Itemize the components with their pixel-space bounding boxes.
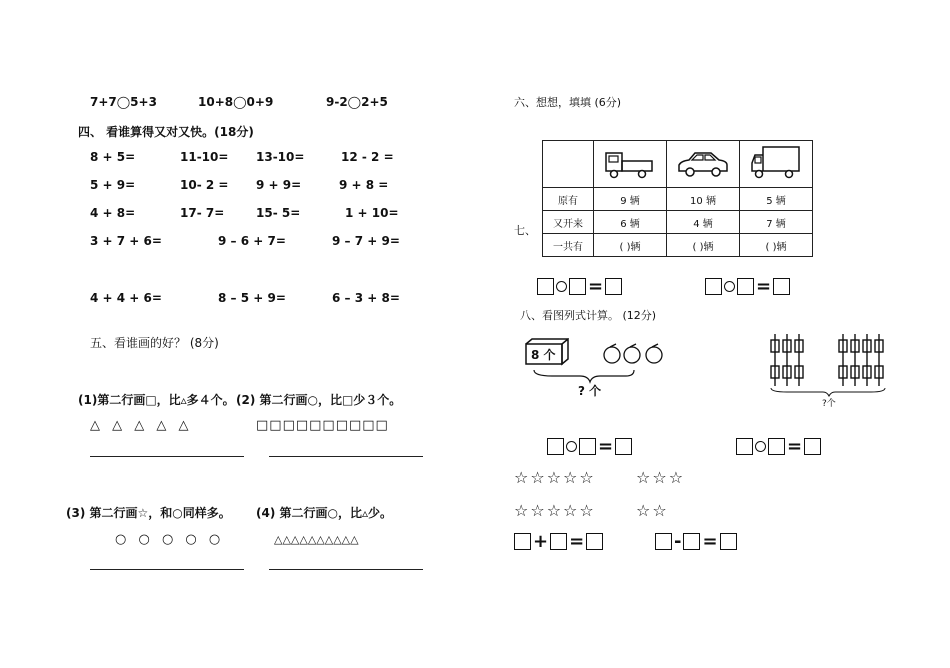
table-cell: 7 辆: [740, 211, 813, 234]
calc-item: 9 + 8 =: [339, 178, 389, 192]
answer-box[interactable]: [737, 278, 754, 295]
equation-2: [705, 276, 790, 297]
answer-line-3[interactable]: [90, 569, 244, 570]
compare-item-2: 10+8◯0+9: [198, 95, 274, 109]
equals-sign: =: [569, 531, 585, 552]
apple-icon: [604, 347, 620, 363]
table-cell: 5 辆: [740, 188, 813, 211]
calc-item: 1 + 10=: [345, 206, 399, 220]
star-row-1a: ☆☆☆☆☆: [514, 468, 596, 487]
compare-item-3: 9-2◯2+5: [326, 95, 388, 109]
van-icon: [749, 143, 803, 183]
section5-title: 五、看谁画的好？ (8分): [90, 336, 219, 350]
draw-question-2: (2) 第二行画○，比□少３个。: [236, 393, 402, 407]
answer-box[interactable]: [605, 278, 622, 295]
answer-box[interactable]: [537, 278, 554, 295]
answer-box[interactable]: [547, 438, 564, 455]
answer-line-2[interactable]: [269, 456, 423, 457]
equals-sign: =: [702, 531, 718, 552]
answer-box[interactable]: [569, 278, 586, 295]
star-row-2b: ☆☆: [636, 501, 669, 520]
answer-box[interactable]: [586, 533, 603, 550]
triangle-row: △ △ △ △ △: [90, 418, 193, 433]
calc-item: 5 + 9=: [90, 178, 136, 192]
answer-box[interactable]: [655, 533, 672, 550]
equals-sign: =: [588, 276, 604, 297]
draw-question-3: (3) 第二行画☆，和○同样多。: [66, 506, 231, 520]
calc-item: 13-10=: [256, 150, 305, 164]
calc-item: 6 – 3 + 8=: [332, 291, 400, 305]
truck-icon: [604, 145, 656, 181]
square-row: □□□□□□□□□□: [256, 418, 389, 433]
star-row-1b: ☆☆☆: [636, 468, 686, 487]
car-cell: [667, 141, 740, 188]
minus-sign: -: [674, 531, 682, 552]
question-count-2: ?个: [822, 399, 836, 409]
figure-group-left: [771, 334, 803, 386]
section7-label: 七、: [514, 224, 536, 237]
row-label: 一共有: [543, 234, 594, 257]
table-cell: 9 辆: [594, 188, 667, 211]
calc-item: 17- 7=: [180, 206, 225, 220]
vehicle-table: [542, 140, 813, 257]
calc-item: 8 – 5 + 9=: [218, 291, 286, 305]
triangle-row-2: △△△△△△△△△△: [274, 533, 359, 546]
draw-question-1: (1)第二行画□，比▵多４个。: [78, 393, 235, 407]
calc-item: 9 – 6 + 7=: [218, 234, 286, 248]
equation-6: [655, 531, 737, 552]
answer-line-4[interactable]: [269, 569, 423, 570]
calc-item: 11-10=: [180, 150, 229, 164]
figure-group-right: [839, 334, 883, 386]
table-cell: 4 辆: [667, 211, 740, 234]
answer-cell[interactable]: ( )辆: [740, 234, 813, 257]
section4-title: 四、 看谁算得又对又快。(18分): [78, 125, 254, 139]
table-cell: 6 辆: [594, 211, 667, 234]
equation-5: [514, 531, 603, 552]
section6-title: 六、想想，填填 (6分): [514, 96, 622, 109]
row-label: 原有: [543, 188, 594, 211]
flag-figures-picture: [767, 332, 891, 398]
answer-box[interactable]: [615, 438, 632, 455]
car-icon: [675, 145, 731, 181]
star-row-2a: ☆☆☆☆☆: [514, 501, 596, 520]
calc-item: 8 + 5=: [90, 150, 136, 164]
answer-box[interactable]: [773, 278, 790, 295]
row-label: 又开来: [543, 211, 594, 234]
answer-cell[interactable]: ( )辆: [594, 234, 667, 257]
van-cell: [740, 141, 813, 188]
box-label: 8 个: [531, 348, 556, 362]
corner-cell: [543, 141, 594, 188]
plus-sign: +: [533, 531, 549, 552]
operator-circle[interactable]: [755, 441, 766, 452]
answer-box[interactable]: [514, 533, 531, 550]
calc-item: 4 + 4 + 6=: [90, 291, 162, 305]
apple-icon: [624, 347, 640, 363]
answer-box[interactable]: [683, 533, 700, 550]
calc-item: 9 + 9=: [256, 178, 302, 192]
operator-circle[interactable]: [566, 441, 577, 452]
answer-box[interactable]: [720, 533, 737, 550]
calc-item: 9 – 7 + 9=: [332, 234, 400, 248]
answer-cell[interactable]: ( )辆: [667, 234, 740, 257]
circle-row: ○ ○ ○ ○ ○: [115, 532, 225, 547]
answer-box[interactable]: [804, 438, 821, 455]
equals-sign: =: [598, 436, 614, 457]
answer-box[interactable]: [705, 278, 722, 295]
calc-item: 12 - 2 =: [341, 150, 394, 164]
answer-line-1[interactable]: [90, 456, 244, 457]
operator-circle[interactable]: [556, 281, 567, 292]
draw-question-4: (4) 第二行画○，比▵少。: [256, 506, 392, 520]
truck-cell: [594, 141, 667, 188]
answer-box[interactable]: [736, 438, 753, 455]
equals-sign: =: [756, 276, 772, 297]
question-count-1: ? 个: [578, 384, 602, 398]
section8-title: 八、看图列式计算。 (12分): [520, 309, 657, 322]
answer-box[interactable]: [579, 438, 596, 455]
calc-item: 10- 2 =: [180, 178, 229, 192]
calc-item: 4 + 8=: [90, 206, 136, 220]
equation-3: [547, 436, 632, 457]
answer-box[interactable]: [550, 533, 567, 550]
calc-item: 15- 5=: [256, 206, 301, 220]
equation-4: [736, 436, 821, 457]
equals-sign: =: [787, 436, 803, 457]
calc-item: 3 + 7 + 6=: [90, 234, 162, 248]
table-cell: 10 辆: [667, 188, 740, 211]
operator-circle[interactable]: [724, 281, 735, 292]
apple-icon: [646, 347, 662, 363]
equation-1: [537, 276, 622, 297]
compare-item-1: 7+7◯5+3: [90, 95, 157, 109]
answer-box[interactable]: [768, 438, 785, 455]
